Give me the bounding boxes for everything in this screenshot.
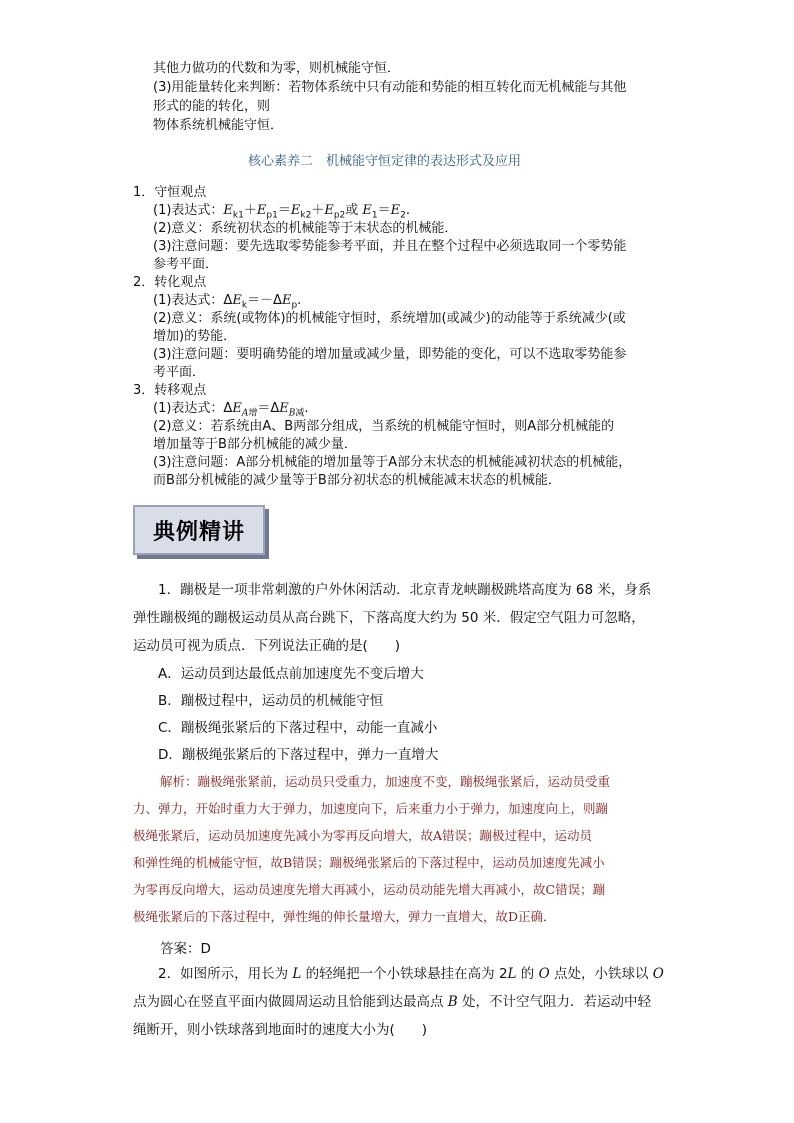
text-line: 形式的能的转化，则 [153, 99, 271, 114]
answer: 答案：D [160, 941, 211, 957]
item-heading: 2．转化观点 [133, 275, 207, 290]
section-banner: 典例精讲 [133, 505, 265, 555]
text-line: 其他力做功的代数和为零，则机械能守恒． [153, 61, 401, 76]
question-line: 绳断开，则小铁球落到地面时的速度大小为( ) [133, 1022, 428, 1038]
solution-line: 极绳张紧后的下落过程中，弹性绳的伸长量增大，弹力一直增大，故D正确． [133, 909, 556, 924]
question-line: 运动员可视为质点．下列说法正确的是( ) [133, 638, 401, 654]
item-heading: 3．转移观点 [133, 383, 207, 398]
item-line: 而B部分机械能的减少量等于B部分初状态的机械能减末状态的机械能． [153, 473, 561, 488]
option-c: C．蹦极绳张紧后的下落过程中，动能一直减小 [158, 720, 438, 736]
item-line: (3)注意问题：要明确势能的增加量或减少量，即势能的变化，可以不选取零势能参 [153, 347, 627, 362]
solution-line: 解析：蹦极绳张紧前，运动员只受重力，加速度不变，蹦极绳张紧后，运动员受重 [160, 774, 611, 789]
item-line: (3)注意问题：A部分机械能的增加量等于A部分末状态的机械能减初状态的机械能， [153, 455, 632, 470]
item-line: 增加)的势能． [153, 329, 237, 344]
solution-line: 极绳张紧后，运动员加速度先减小为零再反向增大，故A错误；蹦极过程中，运动员 [133, 828, 593, 843]
question-line: 弹性蹦极绳的蹦极运动员从高台跳下，下落高度大约为 50 米．假定空气阻力可忽略， [133, 610, 645, 626]
question-line: 点为圆心在竖直平面内做圆周运动且恰能到达最高点 B 处，不计空气阻力．若运动中轻 [133, 994, 652, 1010]
item-line: (3)注意问题：要先选取零势能参考平面，并且在整个过程中必须选取同一个零势能 [153, 239, 627, 254]
item-line: (1)表达式：$E_{k1}+E_{p1}=E_{k2}+E_{p2}$或 $E_1=E_2$. [153, 203, 411, 221]
item-line: 参考平面． [153, 257, 219, 272]
option-d: D．蹦极绳张紧后的下落过程中，弹力一直增大 [158, 747, 439, 763]
item-line: 考平面． [153, 365, 206, 380]
question-line: 2．如图所示，用长为 L 的轻绳把一个小铁球悬挂在高为 2L 的 O 点处，小铁球以 O [158, 966, 664, 982]
text-line: (3)用能量转化来判断：若物体系统中只有动能和势能的相互转化而无机械能与其他 [153, 80, 627, 95]
item-line: (1)表达式：$\Delta E_k=-\Delta E_p$. [153, 293, 302, 311]
item-line: 增加量等于B部分机械能的减少量． [153, 437, 357, 452]
item-line: (2)意义：系统初状态的机械能等于末状态的机械能． [153, 221, 458, 236]
item-heading: 1．守恒观点 [133, 185, 207, 200]
option-b: B．蹦极过程中，运动员的机械能守恒 [158, 693, 384, 709]
solution-line: 为零再反向增大，运动员速度先增大再减小，运动员动能先增大再减小，故C错误；蹦 [133, 882, 606, 897]
item-line: (2)意义：系统(或物体)的机械能守恒时，系统增加(或减少)的动能等于系统减少(或 [153, 311, 626, 326]
item-line: (2)意义：若系统由A、B两部分组成，当系统的机械能守恒时，则A部分机械能的 [153, 419, 615, 434]
solution-line: 和弹性绳的机械能守恒，故B错误；蹦极绳张紧后的下落过程中，运动员加速度先减小 [133, 855, 605, 870]
solution-line: 力、弹力，开始时重力大于弹力，加速度向下，后来重力小于弹力，加速度向上，则蹦 [133, 801, 609, 816]
text-line: 物体系统机械能守恒． [153, 118, 284, 133]
question-line: 1．蹦极是一项非常刺激的户外休闲活动．北京青龙峡蹦极跳塔高度为 68 米，身系 [158, 582, 652, 598]
section-title: 核心素养二 机械能守恒定律的表达形式及应用 [248, 154, 522, 169]
item-line: (1)表达式：$\Delta E_{A增}=\Delta E_{B减}$. [153, 401, 309, 419]
option-a: A．运动员到达最低点前加速度先不变后增大 [158, 666, 424, 682]
